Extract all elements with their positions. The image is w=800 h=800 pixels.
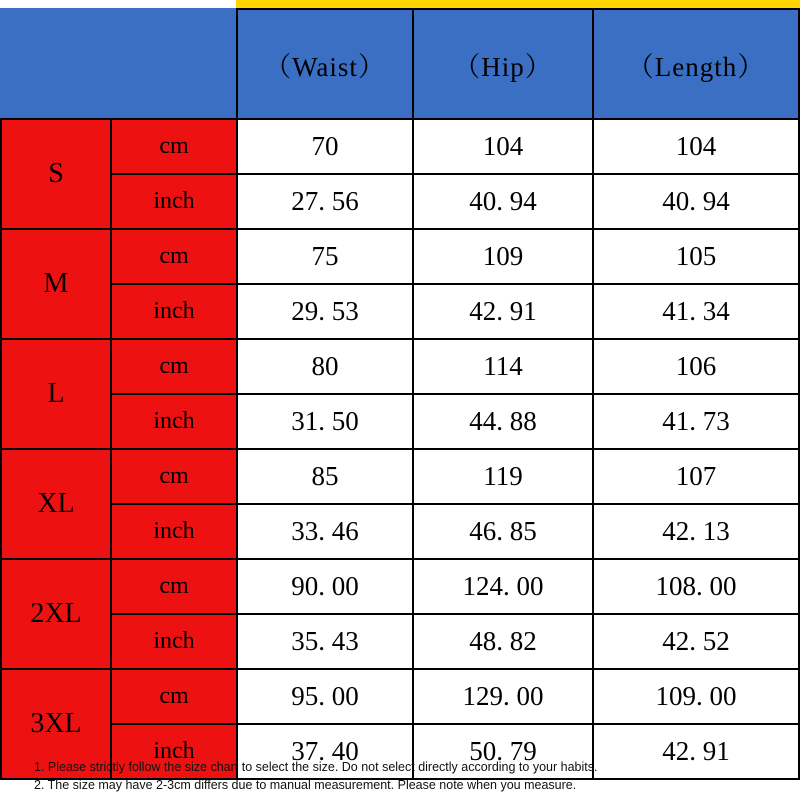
header-unit-blank — [111, 9, 237, 119]
value-length-cm: 104 — [593, 119, 799, 174]
note-block — [34, 740, 774, 794]
unit-label-inch: inch — [111, 504, 237, 559]
value-length-cm: 108. 00 — [593, 559, 799, 614]
unit-label-inch: inch — [111, 394, 237, 449]
table-row — [1, 284, 799, 339]
value-length-cm: 105 — [593, 229, 799, 284]
unit-label-cm: cm — [111, 669, 237, 724]
table-row — [1, 449, 799, 504]
top-color-strip — [0, 0, 800, 8]
value-waist-inch: 35. 43 — [237, 614, 413, 669]
top-strip-yellow-segment — [236, 0, 800, 8]
table-row — [1, 504, 799, 559]
table-header-row — [1, 9, 799, 119]
table-row — [1, 394, 799, 449]
value-waist-inch: 31. 50 — [237, 394, 413, 449]
value-hip-inch: 42. 91 — [413, 284, 593, 339]
value-waist-cm: 70 — [237, 119, 413, 174]
unit-label-inch: inch — [111, 284, 237, 339]
value-waist-inch: 33. 46 — [237, 504, 413, 559]
value-waist-cm: 85 — [237, 449, 413, 504]
header-length: （Length） — [593, 9, 799, 119]
value-length-inch: 41. 73 — [593, 394, 799, 449]
header-waist: （Waist） — [237, 9, 413, 119]
value-hip-inch: 50. 79 — [413, 724, 593, 779]
value-waist-cm: 90. 00 — [237, 559, 413, 614]
top-strip-white-segment — [0, 0, 236, 8]
value-length-inch: 42. 91 — [593, 724, 799, 779]
value-waist-inch: 29. 53 — [237, 284, 413, 339]
size-label-m: M — [1, 229, 111, 339]
size-label-3xl: 3XL — [1, 669, 111, 779]
value-hip-inch: 46. 85 — [413, 504, 593, 559]
note-line-1: 1. Please strictly follow the size chart to select the size. Do not select directly according to your habits. — [34, 760, 598, 774]
table-row — [1, 614, 799, 669]
note-title: NOTE: — [34, 740, 75, 755]
value-length-inch: 41. 34 — [593, 284, 799, 339]
unit-label-cm: cm — [111, 339, 237, 394]
size-label-l: L — [1, 339, 111, 449]
unit-label-cm: cm — [111, 449, 237, 504]
value-length-inch: 42. 52 — [593, 614, 799, 669]
table-row — [1, 174, 799, 229]
table-row — [1, 559, 799, 614]
size-label-xl: XL — [1, 449, 111, 559]
value-hip-cm: 124. 00 — [413, 559, 593, 614]
value-hip-inch: 48. 82 — [413, 614, 593, 669]
size-chart-table — [0, 8, 800, 780]
value-waist-cm: 75 — [237, 229, 413, 284]
value-waist-inch: 37. 40 — [237, 724, 413, 779]
table-row — [1, 669, 799, 724]
unit-label-cm: cm — [111, 229, 237, 284]
header-size-blank — [1, 9, 111, 119]
unit-label-inch: inch — [111, 614, 237, 669]
value-waist-cm: 95. 00 — [237, 669, 413, 724]
value-length-cm: 106 — [593, 339, 799, 394]
unit-label-inch: inch — [111, 174, 237, 229]
value-hip-inch: 40. 94 — [413, 174, 593, 229]
header-hip: （Hip） — [413, 9, 593, 119]
table-row — [1, 119, 799, 174]
value-waist-cm: 80 — [237, 339, 413, 394]
size-label-2xl: 2XL — [1, 559, 111, 669]
value-length-inch: 42. 13 — [593, 504, 799, 559]
value-hip-cm: 104 — [413, 119, 593, 174]
value-hip-cm: 129. 00 — [413, 669, 593, 724]
unit-label-cm: cm — [111, 119, 237, 174]
table-row — [1, 229, 799, 284]
note-line-2: 2. The size may have 2-3cm differs due to manual measurement. Please note when you measure. — [34, 778, 577, 792]
value-hip-cm: 119 — [413, 449, 593, 504]
size-label-s: S — [1, 119, 111, 229]
value-waist-inch: 27. 56 — [237, 174, 413, 229]
unit-label-inch: inch — [111, 724, 237, 779]
value-length-inch: 40. 94 — [593, 174, 799, 229]
value-hip-inch: 44. 88 — [413, 394, 593, 449]
table-row — [1, 339, 799, 394]
value-hip-cm: 114 — [413, 339, 593, 394]
value-length-cm: 107 — [593, 449, 799, 504]
value-length-cm: 109. 00 — [593, 669, 799, 724]
unit-label-cm: cm — [111, 559, 237, 614]
value-hip-cm: 109 — [413, 229, 593, 284]
